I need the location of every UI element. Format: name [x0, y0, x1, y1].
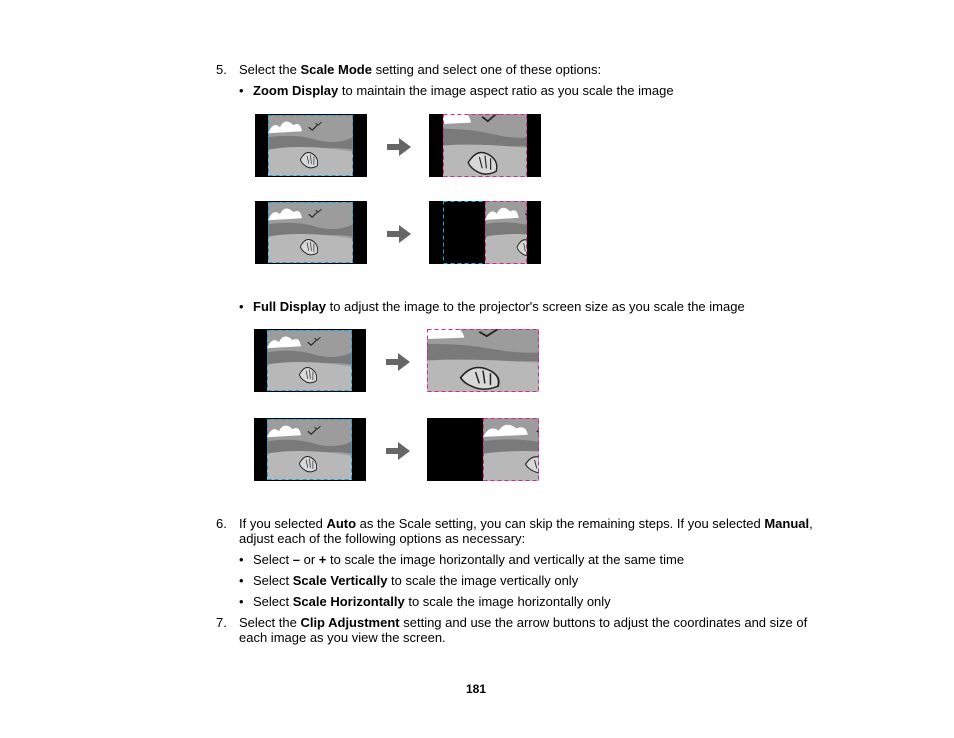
arrow-right-icon: [386, 442, 410, 460]
full-after-image-1: [427, 329, 539, 392]
scale-horizontally-text: Select Scale Horizontally to scale the image horizontally only: [253, 594, 611, 609]
arrow-right-icon: [386, 353, 410, 371]
step-6-number: 6.: [216, 516, 227, 531]
zoom-before-image-1: [255, 114, 367, 177]
step-7-text: Select the Clip Adjustment setting and use the arrow buttons to adjust the coordinates and size of: [239, 615, 808, 630]
arrow-right-icon: [387, 225, 411, 243]
full-bullet: •: [239, 299, 244, 314]
page-number: 181: [466, 682, 487, 696]
arrow-right-icon: [387, 138, 411, 156]
full-display-text: Full Display to adjust the image to the projector's screen size as you scale the image: [253, 299, 745, 314]
zoom-bullet: •: [239, 83, 244, 98]
step-7-text-line2: each image as you view the screen.: [239, 630, 446, 645]
step-5-number: 5.: [216, 62, 227, 77]
zoom-before-image-2: [255, 201, 367, 264]
zoom-after-image-2: [429, 201, 541, 264]
full-before-image-2: [254, 418, 366, 481]
zoom-after-image-1: [429, 114, 541, 177]
scale-vertically-text: Select Scale Vertically to scale the image vertically only: [253, 573, 579, 588]
full-after-image-2: [427, 418, 539, 481]
step-5-text: Select the Scale Mode setting and select one of these options:: [239, 62, 602, 77]
sub-bullet-2: •: [239, 573, 244, 588]
step-6-text: If you selected Auto as the Scale setting, you can skip the remaining steps. If you selected Manual,: [239, 516, 813, 531]
step-7-number: 7.: [216, 615, 227, 630]
scale-both-text: Select – or + to scale the image horizontally and vertically at the same time: [253, 552, 685, 567]
full-before-image-1: [254, 329, 366, 392]
sub-bullet-3: •: [239, 594, 244, 609]
step-6-text-line2: adjust each of the following options as necessary:: [239, 531, 526, 546]
sub-bullet-1: •: [239, 552, 244, 567]
zoom-display-text: Zoom Display to maintain the image aspect ratio as you scale the image: [253, 83, 674, 98]
